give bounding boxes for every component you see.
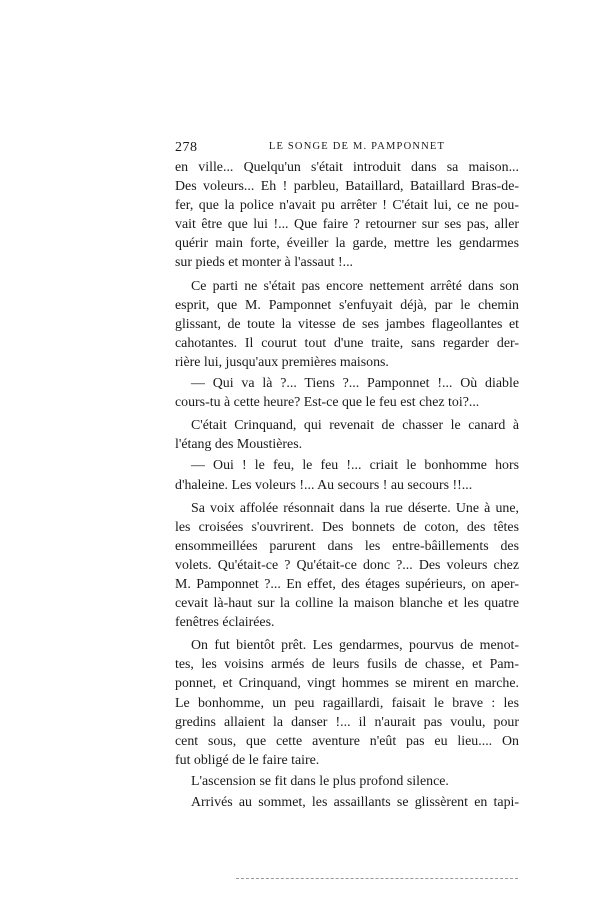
text-line: Sa voix affolée résonnait dans la rue déserte. Une à une,	[191, 500, 519, 516]
text-line: d'haleine. Les voleurs !... Au secours ! au secours !!...	[175, 477, 473, 493]
text-line: On fut bientôt prêt. Les gendarmes, pourvus de menot-	[191, 638, 519, 654]
text-line: C'était Crinquand, qui revenait de chasser le canard à	[191, 418, 519, 434]
text-line: — Oui ! le feu, le feu !... criait le bonhomme hors	[191, 458, 519, 474]
text-line: ponnet, et Crinquand, vingt hommes se mirent en marche.	[175, 676, 519, 692]
text-line: rière lui, jusqu'aux premières maisons.	[175, 354, 389, 370]
text-line: ensommeillées parurent dans les entre-bâillements des	[175, 538, 519, 554]
text-line: gredins allaient la danser !... il n'aurait pas voulu, pour	[175, 714, 519, 730]
text-line: cevait là-haut sur la colline la maison blanche et les quatre	[175, 596, 519, 612]
text-line: en ville... Quelqu'un s'était introduit dans sa maison...	[175, 160, 519, 175]
text-line: fenêtres éclairées.	[175, 615, 275, 631]
text-line: fer, que la police n'avait pu arrêter ! C'était lui, ce ne pou-	[175, 198, 519, 214]
body-text	[175, 158, 519, 812]
text-line: sur pieds et monter à l'assaut !...	[175, 255, 354, 271]
text-line: fut obligé de le faire taire.	[175, 752, 320, 768]
text-line: cent sous, que cette aventure n'eût pas eu lieu.... On	[175, 733, 519, 749]
text-line: l'étang des Moustières.	[175, 437, 303, 453]
text-line: les croisées s'ouvrirent. Des bonnets de coton, des têtes	[175, 519, 519, 535]
text-line: volets. Qu'était-ce ? Qu'était-ce donc ?... Des voleurs chez	[175, 557, 519, 573]
footer-rule	[236, 878, 518, 879]
text-line: Des voleurs... Eh ! parbleu, Bataillard, Bataillard Bras-de-	[175, 179, 519, 195]
running-head	[175, 140, 519, 160]
running-title: LE SONGE DE M. PAMPONNET	[268, 141, 446, 152]
text-line: cours-tu à cette heure? Est-ce que le feu est chez toi?...	[175, 395, 480, 411]
text-line: Ce parti ne s'était pas encore nettement arrêté dans son	[191, 278, 519, 294]
text-line: esprit, que M. Pamponnet s'enfuyait déjà, par le chemin	[175, 297, 519, 313]
text-line: cahotantes. Il courut tout d'une traite, sans regarder der-	[175, 335, 519, 351]
text-line: Arrivés au sommet, les assaillants se glissèrent en tapi-	[191, 795, 519, 810]
text-line: M. Pamponnet ?... En effet, des étages supérieurs, on aper-	[175, 576, 519, 592]
text-line: vait être que lui !... Que faire ? retourner sur ses pas, aller	[175, 217, 519, 233]
text-line: quérir main forte, éveiller la garde, mettre les gendarmes	[175, 236, 519, 252]
page-number: 278	[175, 140, 198, 155]
text-line: glissant, de toute la vitesse de ses jambes flageollantes et	[175, 316, 519, 332]
text-line: tes, les voisins armés de leurs fusils de chasse, et Pam-	[175, 657, 519, 673]
text-line: L'ascension se fit dans le plus profond silence.	[191, 773, 449, 789]
text-line: Le bonhomme, un peu ragaillardi, faisait le brave : les	[175, 695, 519, 711]
text-line: — Qui va là ?... Tiens ?... Pamponnet !... Où diable	[191, 376, 519, 392]
